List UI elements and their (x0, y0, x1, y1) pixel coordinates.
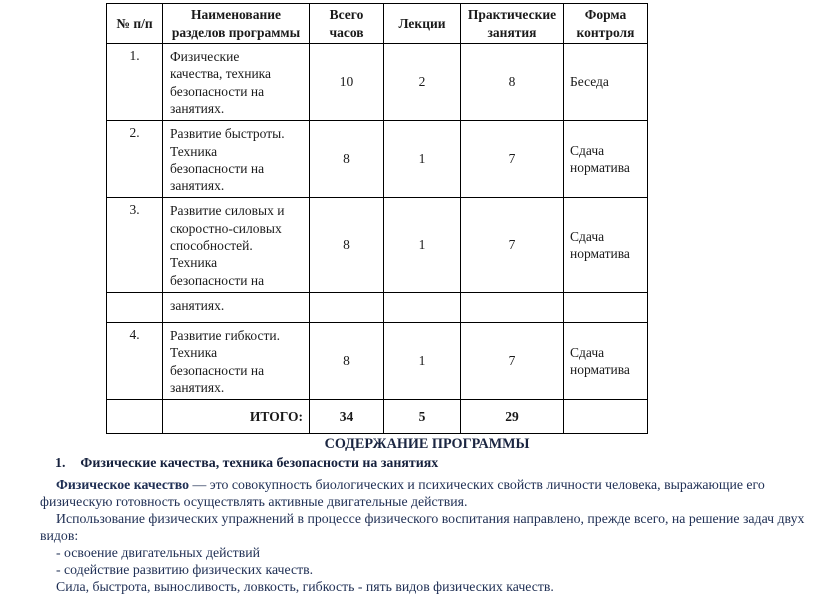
cell-total-hours: 10 (310, 44, 384, 121)
cell-section-name: занятиях. (163, 292, 310, 322)
paragraph-qualities: Сила, быстрота, выносливость, ловкость, гибкость - пять видов физических качеств. (56, 579, 554, 595)
cell-practical: 7 (461, 121, 564, 198)
program-sections-table (106, 3, 648, 434)
document-page (0, 3, 816, 595)
section-title: СОДЕРЖАНИЕ ПРОГРАММЫ (324, 436, 530, 453)
bullet-line: - содействие развитию физических качеств. (56, 562, 314, 578)
list-item-heading (40, 456, 814, 472)
cell-control-form: Сдача норматива (564, 322, 648, 399)
list-item-heading-text: Физические качества, техника безопасности на занятиях (80, 456, 439, 472)
table-row (107, 198, 648, 292)
table-row (107, 121, 648, 198)
cell-total-hours: 8 (310, 322, 384, 399)
col-header-lectures: Лекции (384, 4, 461, 44)
col-header-number: № п/п (107, 4, 163, 44)
table-total-row (107, 400, 648, 434)
col-header-total-hours: Всего часов (310, 4, 384, 44)
program-content-section (40, 436, 814, 595)
cell-row-number: 2. (107, 121, 163, 198)
cell-lectures (384, 292, 461, 322)
col-header-section-name: Наименование разделов программы (163, 4, 310, 44)
cell-total-hours (310, 292, 384, 322)
cell-row-number (107, 292, 163, 322)
cell-practical: 7 (461, 322, 564, 399)
definition-term: Физическое качество (56, 477, 190, 493)
definition-body: — это совокупность биологических и психических свойств личности человека, выражающие его физическую готовность осуществлять активные двигательные действия. (40, 477, 765, 510)
cell-section-name: Развитие гибкости. Техника безопасности на занятиях. (163, 322, 310, 399)
cell-row-number: 4. (107, 322, 163, 399)
cell-total-label: ИТОГО: (163, 400, 310, 434)
cell-section-name: Развитие силовых и скоростно-силовых способностей. Техника безопасности на (163, 198, 310, 292)
cell-control-form (564, 292, 648, 322)
bullet-line: - освоение двигательных действий (56, 545, 260, 561)
paragraph-tasks: Использование физических упражнений в процессе физического воспитания направлено, прежде всего, на решение задач двух видов: (40, 511, 805, 544)
cell-section-name: Развитие быстроты. Техника безопасности на занятиях. (163, 121, 310, 198)
cell-lectures: 1 (384, 198, 461, 292)
cell-control-form: Сдача норматива (564, 198, 648, 292)
cell-empty (564, 400, 648, 434)
col-header-control-form: Форма контроля (564, 4, 648, 44)
cell-row-number: 1. (107, 44, 163, 121)
cell-row-number: 3. (107, 198, 163, 292)
list-item-number: 1. (55, 456, 66, 472)
cell-lectures: 2 (384, 44, 461, 121)
cell-lectures: 1 (384, 121, 461, 198)
cell-control-form: Сдача норматива (564, 121, 648, 198)
col-header-practical: Практические занятия (461, 4, 564, 44)
cell-empty (107, 400, 163, 434)
cell-control-form: Беседа (564, 44, 648, 121)
table-header-row (107, 4, 648, 44)
table-row-continuation (107, 292, 648, 322)
cell-practical-sum: 29 (461, 400, 564, 434)
table-row (107, 44, 648, 121)
cell-practical: 8 (461, 44, 564, 121)
cell-total-hours: 8 (310, 121, 384, 198)
cell-practical (461, 292, 564, 322)
table-row (107, 322, 648, 399)
cell-section-name: Физические качества, техника безопасности на занятиях. (163, 44, 310, 121)
cell-practical: 7 (461, 198, 564, 292)
cell-total-hours: 8 (310, 198, 384, 292)
cell-total-hours-sum: 34 (310, 400, 384, 434)
paragraph-definition (40, 476, 814, 510)
cell-lectures-sum: 5 (384, 400, 461, 434)
cell-lectures: 1 (384, 322, 461, 399)
